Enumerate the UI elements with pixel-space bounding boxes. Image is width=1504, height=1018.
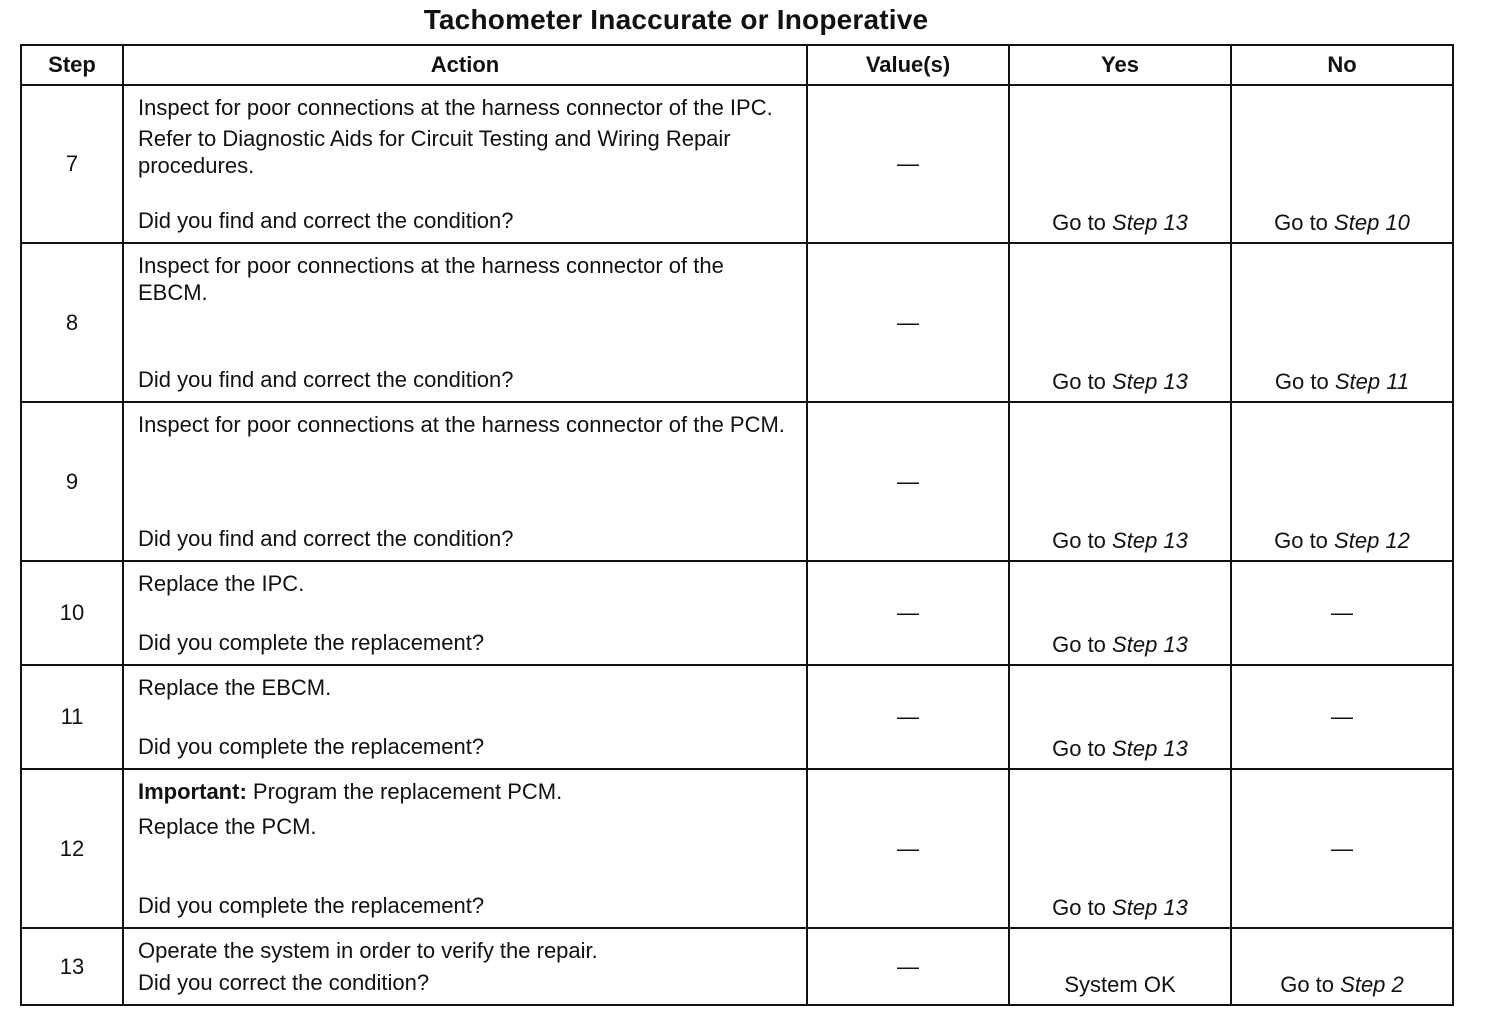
header-no: No — [1231, 45, 1453, 85]
no-goto[interactable]: Go to Step 10 — [1274, 210, 1410, 235]
table-row — [21, 561, 1453, 665]
yes-result: System OK — [1064, 972, 1176, 997]
no-goto[interactable]: Go to Step 11 — [1274, 369, 1410, 394]
action-question: Did you complete the replacement? — [138, 630, 485, 655]
yes-cell — [1009, 928, 1231, 1005]
yes-cell — [1009, 243, 1231, 402]
yes-cell — [1009, 85, 1231, 243]
step-number: 7 — [21, 85, 123, 243]
yes-cell — [1009, 769, 1231, 928]
table-row — [21, 769, 1453, 928]
action-text: Refer to Diagnostic Aids for Circuit Testing and Wiring Repair procedures. — [138, 126, 731, 178]
important-text: Program the replacement PCM. — [252, 779, 563, 804]
no-cell: — — [1231, 665, 1453, 769]
value-cell: — — [807, 769, 1009, 928]
action-text: Replace the EBCM. — [138, 675, 332, 700]
no-cell — [1231, 243, 1453, 402]
value-cell: — — [807, 402, 1009, 561]
header-row — [21, 45, 1453, 85]
no-goto[interactable]: Go to Step 12 — [1274, 528, 1410, 553]
step-number: 11 — [21, 665, 123, 769]
value-cell: — — [807, 665, 1009, 769]
action-question: Did you find and correct the condition? — [138, 367, 514, 392]
step-number: 10 — [21, 561, 123, 665]
value-cell: — — [807, 243, 1009, 402]
important-note — [138, 778, 792, 805]
header-step: Step — [21, 45, 123, 85]
value-cell: — — [807, 561, 1009, 665]
action-question: Did you correct the condition? — [138, 970, 430, 995]
table-row — [21, 928, 1453, 1005]
no-cell: — — [1231, 769, 1453, 928]
action-text: Inspect for poor connections at the harness connector of the PCM. — [138, 412, 785, 437]
table-row — [21, 243, 1453, 402]
value-cell: — — [807, 928, 1009, 1005]
no-cell: — — [1231, 561, 1453, 665]
table-row — [21, 402, 1453, 561]
important-label: Important: — [138, 779, 247, 804]
yes-goto[interactable]: Go to Step 13 — [1052, 895, 1188, 920]
action-text: Replace the PCM. — [138, 814, 317, 839]
action-question: Did you find and correct the condition? — [138, 526, 514, 551]
action-cell — [123, 928, 807, 1005]
page-title: Tachometer Inaccurate or Inoperative — [423, 4, 929, 35]
step-number: 8 — [21, 243, 123, 402]
step-number: 13 — [21, 928, 123, 1005]
no-cell — [1231, 928, 1453, 1005]
action-text: Inspect for poor connections at the harness connector of the IPC. — [138, 95, 773, 120]
action-cell — [123, 243, 807, 402]
step-number: 12 — [21, 769, 123, 928]
table-row — [21, 665, 1453, 769]
yes-goto[interactable]: Go to Step 13 — [1052, 528, 1188, 553]
action-text: Operate the system in order to verify the repair. — [138, 938, 598, 963]
table-row — [21, 85, 1453, 243]
action-text: Inspect for poor connections at the harness connector of the EBCM. — [138, 253, 724, 305]
no-goto[interactable]: Go to Step 2 — [1280, 972, 1404, 997]
no-cell — [1231, 85, 1453, 243]
header-yes: Yes — [1009, 45, 1231, 85]
header-values: Value(s) — [807, 45, 1009, 85]
value-cell: — — [807, 85, 1009, 243]
diagnostic-table — [20, 44, 1454, 1006]
action-question: Did you complete the replacement? — [138, 893, 485, 918]
yes-goto[interactable]: Go to Step 13 — [1052, 210, 1188, 235]
yes-goto[interactable]: Go to Step 13 — [1052, 736, 1188, 761]
action-cell — [123, 665, 807, 769]
action-cell — [123, 85, 807, 243]
yes-cell — [1009, 402, 1231, 561]
yes-cell — [1009, 561, 1231, 665]
action-cell — [123, 402, 807, 561]
yes-cell — [1009, 665, 1231, 769]
action-cell — [123, 561, 807, 665]
step-number: 9 — [21, 402, 123, 561]
yes-goto[interactable]: Go to Step 13 — [1052, 369, 1188, 394]
no-cell — [1231, 402, 1453, 561]
yes-goto[interactable]: Go to Step 13 — [1052, 632, 1188, 657]
action-question: Did you complete the replacement? — [138, 734, 485, 759]
action-text: Replace the IPC. — [138, 571, 305, 596]
header-action: Action — [123, 45, 807, 85]
action-cell — [123, 769, 807, 928]
action-question: Did you find and correct the condition? — [138, 208, 514, 233]
